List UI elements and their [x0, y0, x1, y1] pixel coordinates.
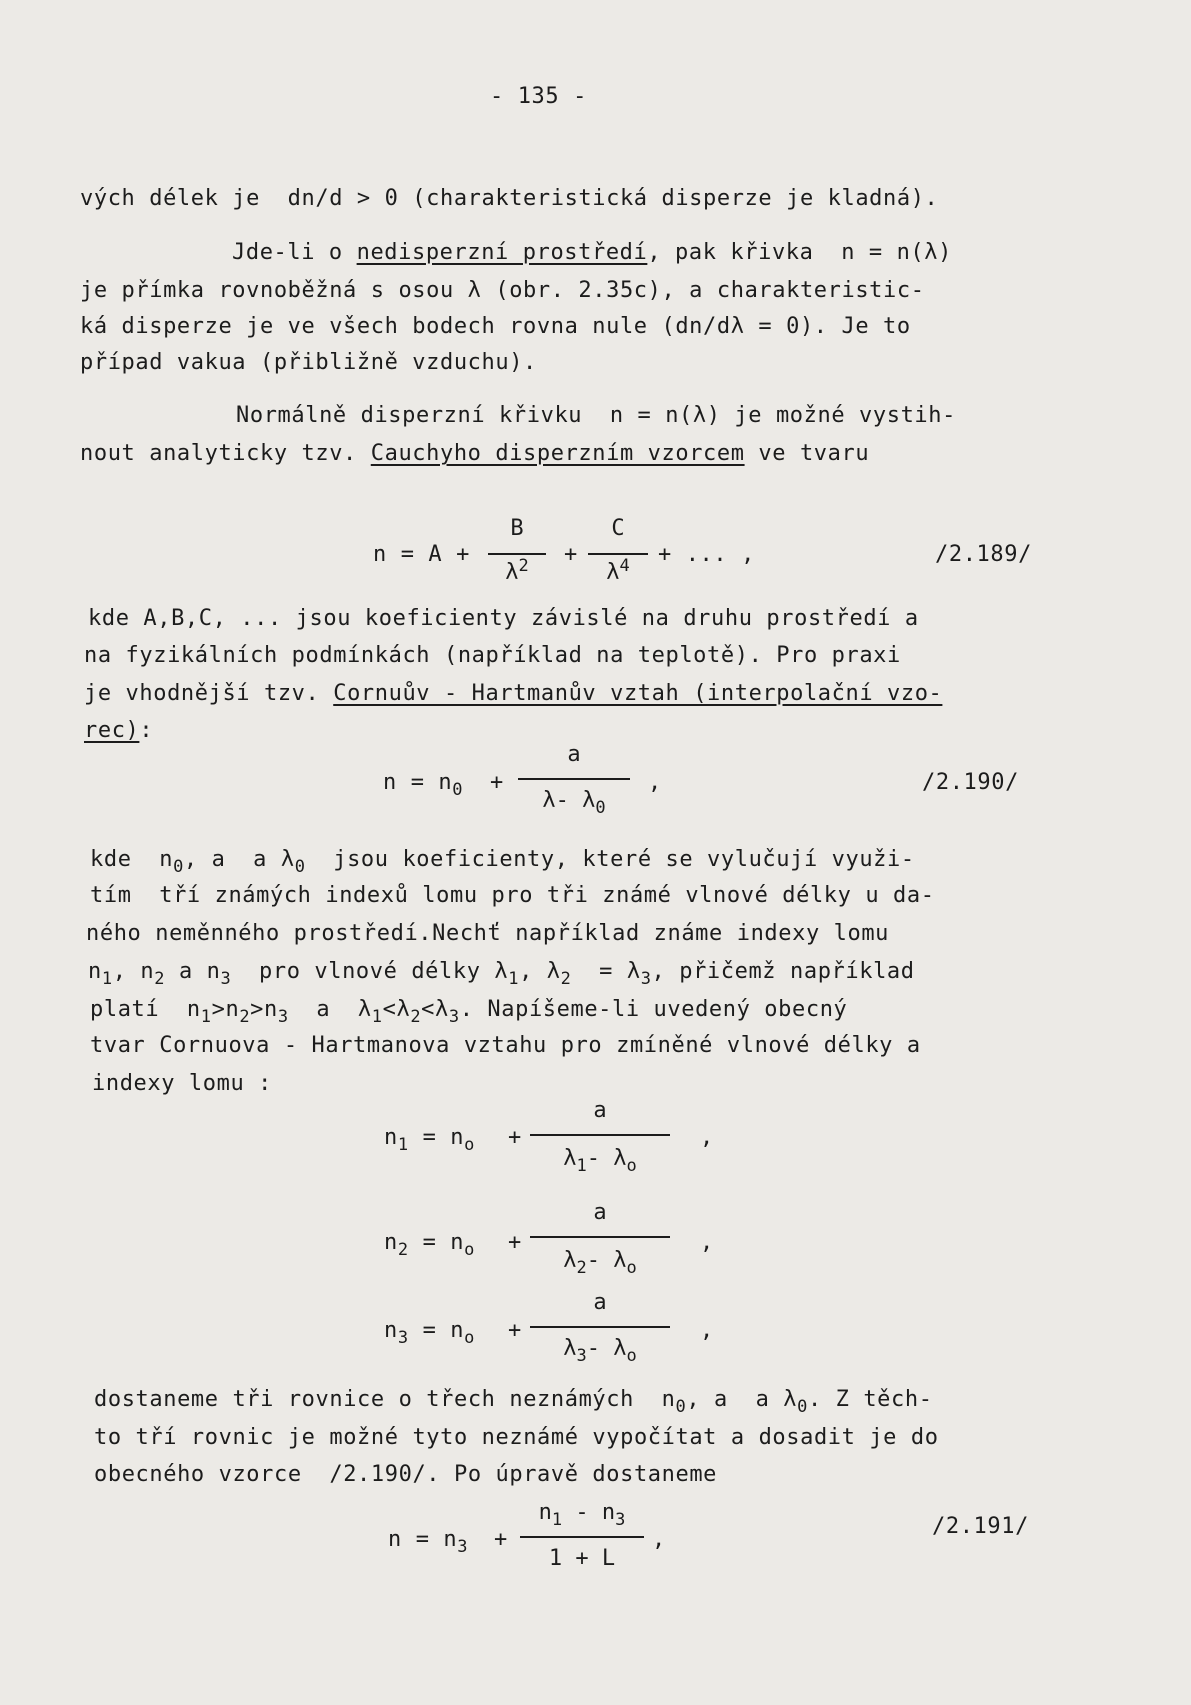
- text-line: je přímka rovnoběžná s osou λ (obr. 2.35c), a charakteristic-: [80, 278, 925, 303]
- equation-lhs: [383, 770, 464, 800]
- fraction-numerator: C: [611, 516, 625, 541]
- subscript: 3: [457, 1537, 469, 1557]
- underlined-term: nedisperzní prostředí: [356, 240, 648, 265]
- symbol: λ: [606, 560, 620, 585]
- equation-tail: ,: [648, 770, 662, 795]
- text-span: platí n: [90, 997, 201, 1022]
- fraction-bar: [520, 1536, 644, 1538]
- text-line: to tří rovnic je možné tyto neznámé vypočítat a dosadit je do: [94, 1425, 939, 1450]
- text-line: tvar Cornuova - Hartmanova vztahu pro zmíněné vlnové délky a: [90, 1033, 921, 1058]
- subscript: o: [626, 1156, 637, 1176]
- text-line: [232, 240, 952, 266]
- text-span: n = n: [388, 1527, 458, 1552]
- subscript: 2: [239, 1007, 251, 1027]
- text-line: Normálně disperzní křivku n = n(λ) je možné vystih-: [236, 403, 956, 428]
- fraction-bar: [588, 553, 648, 555]
- fraction-denominator: [530, 1336, 670, 1366]
- text-span: λ: [563, 1146, 577, 1171]
- subscript: 1: [508, 969, 520, 989]
- text-span: - n: [562, 1500, 616, 1525]
- subscript: 0: [452, 780, 464, 800]
- subscript: o: [626, 1346, 637, 1366]
- subscript: o: [626, 1258, 637, 1278]
- text-span: , a a λ: [686, 1387, 798, 1412]
- text-span: = n: [422, 1230, 465, 1255]
- underlined-term: Cornuův - Hartmanův vztah (interpolační vzo-: [333, 681, 943, 706]
- subscript: 3: [615, 1510, 626, 1530]
- text-line: [90, 997, 848, 1027]
- operator: +: [508, 1125, 522, 1150]
- text-span: , n: [112, 959, 155, 984]
- fraction: [530, 1098, 670, 1180]
- text-span: - λ: [586, 1146, 627, 1171]
- fraction-bar: [530, 1236, 670, 1238]
- text-line: obecného vzorce /2.190/. Po úpravě dostaneme: [94, 1462, 718, 1487]
- fraction-numerator: [520, 1500, 644, 1530]
- text-span: kde n: [90, 847, 174, 872]
- fraction-numerator: a: [593, 1200, 607, 1225]
- text-line: ká disperze je ve všech bodech rovna nule (dn/dλ = 0). Je to: [80, 314, 911, 339]
- fraction: [518, 742, 630, 824]
- fraction: [520, 1500, 644, 1580]
- text-span: = λ: [571, 959, 641, 984]
- text-span: λ: [563, 1336, 577, 1361]
- text-span: n = n: [383, 770, 453, 795]
- operator: +: [564, 542, 578, 567]
- text-span: . Z těch-: [807, 1387, 933, 1412]
- equation-tail: + ... ,: [658, 542, 755, 567]
- fraction-denominator: [530, 1248, 670, 1278]
- text-span: n: [88, 959, 102, 984]
- subscript: 0: [173, 857, 184, 877]
- subscript: 3: [397, 1328, 409, 1348]
- subscript: 3: [640, 969, 652, 989]
- equation-lhs: n = A +: [373, 542, 470, 567]
- underlined-term: rec): [84, 718, 140, 743]
- text-span: nout analyticky tzv.: [80, 441, 371, 466]
- subscript: 0: [595, 798, 606, 818]
- superscript: 2: [518, 556, 529, 576]
- text-span: n: [538, 1500, 552, 1525]
- subscript: 1: [200, 1007, 212, 1027]
- subscript: 0: [294, 857, 306, 877]
- fraction: [530, 1290, 670, 1372]
- text-line: tím tří známých indexů lomu pro tři známé vlnové délky u da-: [90, 883, 935, 908]
- equation-lhs: [384, 1125, 475, 1155]
- operator: +: [494, 1527, 508, 1552]
- fraction-denominator: [588, 556, 648, 586]
- text-span: Jde-li o: [232, 240, 357, 265]
- text-line: ného neměnného prostředí.Nechť například známe indexy lomu: [86, 921, 890, 946]
- text-line: [90, 847, 915, 877]
- fraction-denominator: [518, 788, 630, 818]
- equation-tail: ,: [652, 1527, 666, 1552]
- subscript: 0: [675, 1397, 687, 1417]
- subscript: o: [464, 1328, 475, 1348]
- text-line: indexy lomu :: [92, 1071, 272, 1096]
- fraction-bar: [488, 553, 546, 555]
- text-line: [84, 718, 153, 744]
- text-span: :: [139, 718, 154, 743]
- subscript: o: [464, 1135, 475, 1155]
- subscript: 1: [101, 969, 113, 989]
- text-span: n: [384, 1125, 398, 1150]
- text-span: <λ: [382, 997, 411, 1022]
- text-span: ve tvaru: [744, 441, 870, 466]
- fraction-numerator: a: [593, 1290, 607, 1315]
- text-span: jsou koeficienty, které se vylučují využi-: [305, 847, 915, 872]
- text-span: a λ: [288, 997, 372, 1022]
- subscript: 2: [560, 969, 572, 989]
- text-span: . Napíšeme-li uvedený obecný: [459, 997, 848, 1022]
- text-span: , přičemž například: [651, 959, 915, 984]
- text-span: - λ: [586, 1336, 627, 1361]
- text-span: pro vlnové délky λ: [231, 959, 509, 984]
- text-span: >n: [211, 997, 240, 1022]
- subscript: 3: [220, 969, 232, 989]
- fraction-bar: [518, 778, 630, 780]
- fraction: [588, 516, 648, 596]
- subscript: 2: [397, 1240, 409, 1260]
- fraction-numerator: B: [510, 516, 524, 541]
- equation-lhs: [384, 1318, 475, 1348]
- text-line: kde A,B,C, ... jsou koeficienty závislé na druhu prostředí a: [88, 606, 919, 631]
- subscript: 0: [797, 1397, 808, 1417]
- fraction: [488, 516, 546, 596]
- fraction: [530, 1200, 670, 1282]
- text-span: λ- λ: [542, 788, 596, 813]
- equation-lhs: [384, 1230, 475, 1260]
- equation-tail: ,: [700, 1125, 714, 1150]
- text-line: na fyzikálních podmínkách (například na teplotě). Pro praxi: [84, 643, 901, 668]
- text-line: [94, 1387, 933, 1417]
- text-span: n: [384, 1230, 398, 1255]
- subscript: 3: [576, 1346, 587, 1366]
- text-span: , λ: [519, 959, 561, 984]
- operator: +: [490, 770, 504, 795]
- fraction-denominator: [530, 1146, 670, 1176]
- text-span: - λ: [586, 1248, 627, 1273]
- text-span: <λ: [421, 997, 449, 1022]
- text-line: [88, 959, 915, 989]
- subscript: 1: [371, 1007, 383, 1027]
- page-number: - 135 -: [490, 84, 587, 109]
- subscript: 1: [576, 1156, 587, 1176]
- text-line: vých délek je dn/d > 0 (charakteristická disperze je kladná).: [80, 186, 939, 211]
- fraction-bar: [530, 1326, 670, 1328]
- fraction-numerator: a: [593, 1098, 607, 1123]
- text-line: případ vakua (přibližně vzduchu).: [80, 350, 537, 375]
- fraction-denominator: 1 + L: [548, 1546, 616, 1571]
- text-span: a n: [165, 959, 221, 984]
- text-line: [84, 681, 942, 707]
- fraction-numerator: a: [567, 742, 581, 767]
- text-span: n: [384, 1318, 398, 1343]
- equation-lhs: [388, 1527, 469, 1557]
- operator: +: [508, 1318, 522, 1343]
- subscript: o: [464, 1240, 475, 1260]
- subscript: 2: [154, 969, 166, 989]
- text-span: je vhodnější tzv.: [84, 681, 334, 706]
- operator: +: [508, 1230, 522, 1255]
- subscript: 2: [410, 1007, 422, 1027]
- equation-tail: ,: [700, 1230, 714, 1255]
- text-span: = n: [422, 1318, 465, 1343]
- symbol: λ: [505, 560, 519, 585]
- text-line: [80, 441, 869, 467]
- subscript: 1: [551, 1510, 563, 1530]
- text-span: = n: [422, 1125, 465, 1150]
- text-span: >n: [250, 997, 278, 1022]
- text-span: λ: [563, 1248, 577, 1273]
- text-span: , a a λ: [183, 847, 295, 872]
- superscript: 4: [619, 556, 630, 576]
- subscript: 2: [576, 1258, 587, 1278]
- underlined-term: Cauchyho disperzním vzorcem: [370, 441, 745, 466]
- fraction-bar: [530, 1134, 670, 1136]
- equation-tail: ,: [700, 1318, 714, 1343]
- equation-label: /2.189/: [935, 542, 1032, 567]
- subscript: 3: [448, 1007, 460, 1027]
- text-span: , pak křivka n = n(λ): [647, 240, 952, 265]
- fraction-denominator: [488, 556, 546, 586]
- subscript: 3: [277, 1007, 289, 1027]
- text-span: dostaneme tři rovnice o třech neznámých n: [94, 1387, 676, 1412]
- equation-label: /2.190/: [922, 770, 1019, 795]
- equation-label: /2.191/: [932, 1514, 1029, 1539]
- subscript: 1: [397, 1135, 409, 1155]
